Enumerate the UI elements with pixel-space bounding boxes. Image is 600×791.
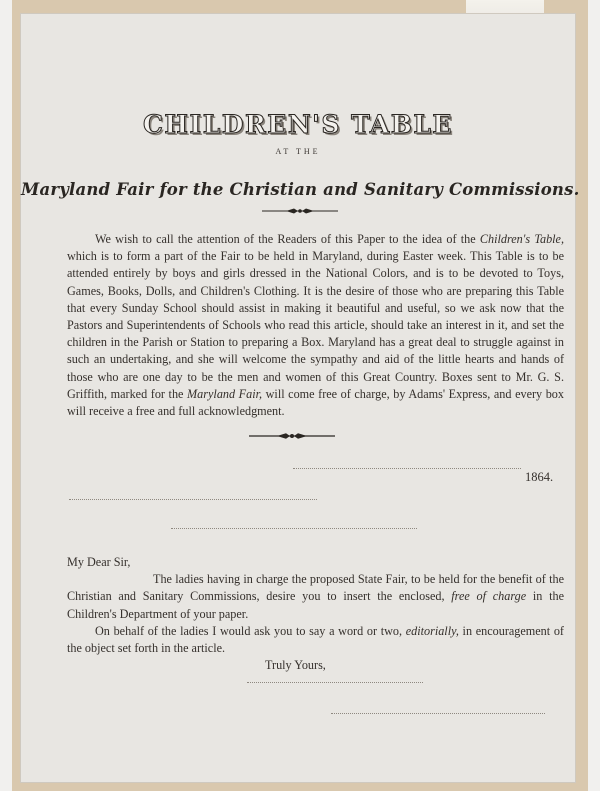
article-text-1: We wish to call the attention of the Readers of this Paper to the idea of the (95, 232, 480, 246)
article-paragraph (67, 231, 564, 420)
year-label: 1864. (525, 470, 554, 484)
address-line-2 (171, 528, 417, 529)
ornament-divider-top (260, 207, 340, 215)
signature-line-2 (331, 713, 545, 714)
letter-emphasis-1: free of charge (451, 589, 527, 604)
letter-salutation: My Dear Sir, (67, 555, 131, 569)
document-subtitle: Maryland Fair for the Christian and Sanitary Commissions. (21, 180, 580, 199)
letter-text-3: On behalf of the ladies I would ask you to say a word or two, (95, 623, 406, 638)
letter-text-4: in encouragement of the object set forth in the article. (67, 623, 564, 656)
letter-text-1: The ladies having in charge the proposed State Fair, to be held for the benefit of the Christian and Sanitary Commissions, desire you to insert the enclosed, (67, 572, 564, 604)
ornament-divider-bottom (247, 432, 337, 440)
letter-emphasis-2: editorially, (405, 623, 459, 638)
article-emphasis-2: Maryland Fair, (187, 386, 263, 401)
letter-text-2: in the Children's Department of your paper. (67, 589, 564, 621)
date-line (293, 468, 521, 469)
article-body (67, 231, 564, 420)
letter-paragraph-1 (67, 571, 564, 623)
at-the-label: AT THE (275, 147, 321, 156)
article-text-3: will come free of charge, by Adams' Express, and every box will receive a free and full acknowledgment. (67, 386, 564, 419)
document-title: CHILDREN'S TABLE (143, 110, 453, 139)
article-emphasis-1: Children's Table, (479, 232, 565, 246)
article-text-2: which is to form a part of the Fair to be held in Maryland, during Easter week. This Table is to be attended entirely by boys and girls dressed in the National Colors, and is to be devoted to Toys, Games, Books, Dolls, and Children's Clothing. It is the desire of those who are preparing this Table that every Sunday School should assist in making it beautiful and useful, so we ask now that the Pastors and Superintendents of Schools who read this article, should take an interest in it, and set the children in the Parish or Station to preparing a Box. Maryland has a great deal to struggle against in such an undertaking, and she will welcome the sympathy and aid of the little hearts and hands of those who are one day to be the men and women of this Great Country. Boxes sent to Mr. G. S. Griffith, marked for the (67, 249, 564, 401)
letter-body (67, 554, 564, 674)
document-sheet (21, 14, 580, 782)
letter-closing: Truly Yours, (265, 658, 326, 673)
address-line-1 (69, 499, 317, 500)
letter-paragraph-2 (67, 623, 564, 657)
signature-line-1 (247, 682, 423, 683)
